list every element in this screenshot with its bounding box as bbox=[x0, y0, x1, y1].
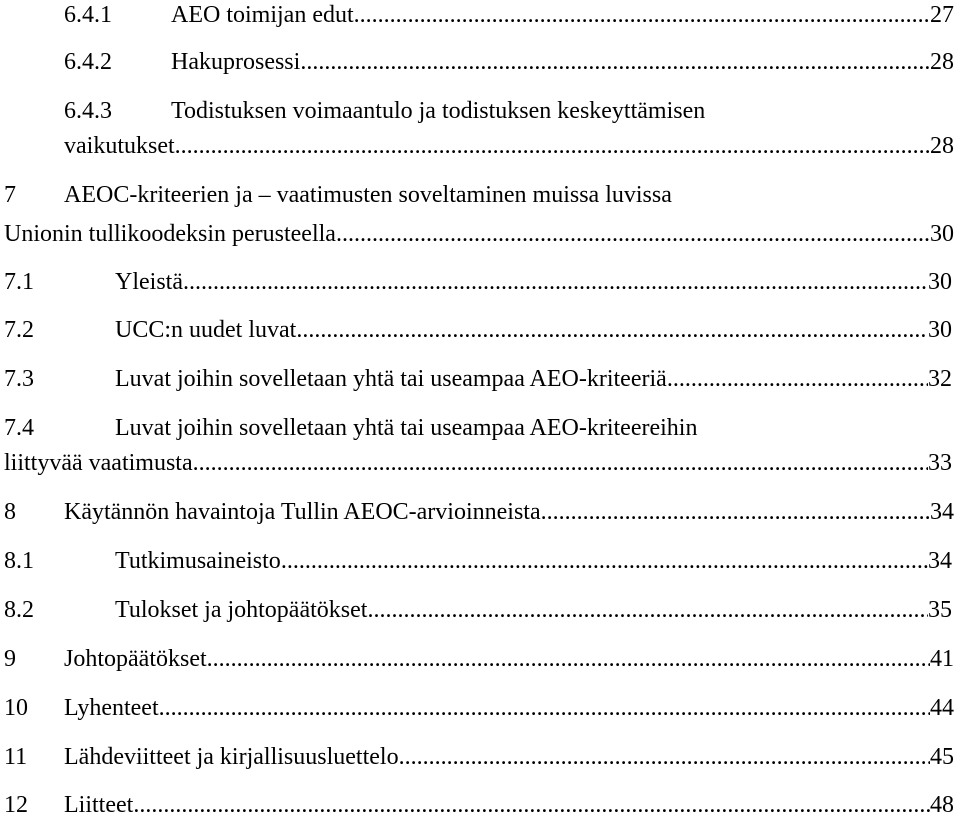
toc-entry-title: AEOC-kriteerien ja – vaatimusten soveltaminen muissa luvissa bbox=[64, 182, 672, 208]
toc-entry-title: Hakuprosessi bbox=[171, 49, 301, 75]
toc-entry-continuation[interactable] bbox=[64, 131, 954, 161]
toc-entry[interactable] bbox=[4, 364, 952, 394]
dot-leader bbox=[175, 131, 930, 161]
toc-entry-page: 41 bbox=[930, 646, 954, 672]
toc-entry-page: 30 bbox=[930, 221, 954, 247]
toc-entry-page: 30 bbox=[928, 269, 952, 295]
toc-entry-title: Yleistä bbox=[115, 269, 183, 295]
toc-entry-number: 11 bbox=[4, 744, 28, 770]
dot-leader bbox=[296, 315, 928, 345]
toc-entry-number: 8 bbox=[4, 499, 16, 525]
dot-leader bbox=[207, 644, 930, 674]
dot-leader bbox=[159, 693, 930, 723]
toc-entry-title: Lähdeviitteet ja kirjallisuusluettelo bbox=[64, 744, 399, 770]
toc-entry[interactable] bbox=[64, 47, 954, 77]
toc-entry[interactable] bbox=[64, 96, 954, 126]
toc-entry[interactable] bbox=[64, 0, 954, 30]
toc-entry-page: 44 bbox=[930, 695, 954, 721]
toc-entry-title-cont: Unionin tullikoodeksin perusteella bbox=[4, 221, 336, 247]
toc-entry-continuation[interactable] bbox=[4, 448, 952, 478]
toc-entry-page: 33 bbox=[928, 450, 952, 476]
toc-entry-number: 7.1 bbox=[4, 269, 34, 295]
toc-entry-number: 7 bbox=[4, 182, 16, 208]
toc-entry-page: 30 bbox=[928, 317, 952, 343]
toc-entry[interactable] bbox=[4, 413, 952, 443]
toc-entry-title: AEO toimijan edut bbox=[171, 2, 354, 28]
toc-entry-page: 35 bbox=[928, 597, 952, 623]
dot-leader bbox=[300, 47, 930, 77]
dot-leader bbox=[367, 595, 928, 625]
toc-entry-page: 34 bbox=[930, 499, 954, 525]
toc-entry-title: UCC:n uudet luvat bbox=[115, 317, 297, 343]
dot-leader bbox=[133, 790, 930, 820]
toc-entry-number: 12 bbox=[4, 792, 28, 818]
toc-entry[interactable] bbox=[4, 790, 954, 820]
toc-entry-number: 6.4.3 bbox=[64, 98, 112, 124]
toc-entry-continuation[interactable] bbox=[4, 219, 954, 249]
toc-entry[interactable] bbox=[4, 180, 954, 210]
dot-leader bbox=[667, 364, 928, 394]
toc-entry-page: 45 bbox=[930, 744, 954, 770]
dot-leader bbox=[183, 267, 928, 297]
toc-entry[interactable] bbox=[4, 315, 952, 345]
toc-entry-title: Todistuksen voimaantulo ja todistuksen keskeyttämisen bbox=[171, 98, 706, 124]
toc-entry-number: 7.3 bbox=[4, 366, 34, 392]
toc-entry-title-cont: liittyvää vaatimusta bbox=[4, 450, 193, 476]
toc-entry-number: 7.4 bbox=[4, 415, 34, 441]
dot-leader bbox=[399, 742, 930, 772]
toc-entry[interactable] bbox=[4, 644, 954, 674]
toc-entry-title: Johtopäätökset bbox=[64, 646, 207, 672]
toc-entry-number: 10 bbox=[4, 695, 28, 721]
toc-entry-page: 32 bbox=[928, 366, 952, 392]
toc-entry-title-cont: vaikutukset bbox=[64, 133, 175, 159]
toc-entry-title: Tulokset ja johtopäätökset bbox=[115, 597, 368, 623]
toc-entry[interactable] bbox=[4, 497, 954, 527]
toc-entry[interactable] bbox=[4, 595, 952, 625]
toc-entry-page: 34 bbox=[928, 548, 952, 574]
dot-leader bbox=[193, 448, 928, 478]
toc-entry-page: 28 bbox=[930, 49, 954, 75]
toc-entry[interactable] bbox=[4, 546, 952, 576]
toc-entry-title: Luvat joihin sovelletaan yhtä tai useampaa AEO-kriteeriä bbox=[115, 366, 667, 392]
toc-entry-number: 8.1 bbox=[4, 548, 34, 574]
dot-leader bbox=[354, 0, 930, 30]
toc-entry[interactable] bbox=[4, 267, 952, 297]
toc-entry-number: 8.2 bbox=[4, 597, 34, 623]
toc-entry-title: Liitteet bbox=[64, 792, 134, 818]
toc-entry-title: Tutkimusaineisto bbox=[115, 548, 281, 574]
toc-entry-number: 7.2 bbox=[4, 317, 34, 343]
dot-leader bbox=[541, 497, 930, 527]
toc-entry-number: 6.4.1 bbox=[64, 2, 112, 28]
toc-entry-number: 6.4.2 bbox=[64, 49, 112, 75]
toc-entry-number: 9 bbox=[4, 646, 16, 672]
toc-entry-page: 48 bbox=[930, 792, 954, 818]
toc-entry[interactable] bbox=[4, 742, 954, 772]
toc-entry-title: Käytännön havaintoja Tullin AEOC-arvioinneista bbox=[64, 499, 541, 525]
toc-entry[interactable] bbox=[4, 693, 954, 723]
toc-entry-title: Lyhenteet bbox=[64, 695, 159, 721]
dot-leader bbox=[281, 546, 928, 576]
toc-entry-title: Luvat joihin sovelletaan yhtä tai useampaa AEO-kriteereihin bbox=[115, 415, 698, 441]
dot-leader bbox=[336, 219, 930, 249]
toc-entry-page: 28 bbox=[930, 133, 954, 159]
toc-entry-page: 27 bbox=[930, 2, 954, 28]
